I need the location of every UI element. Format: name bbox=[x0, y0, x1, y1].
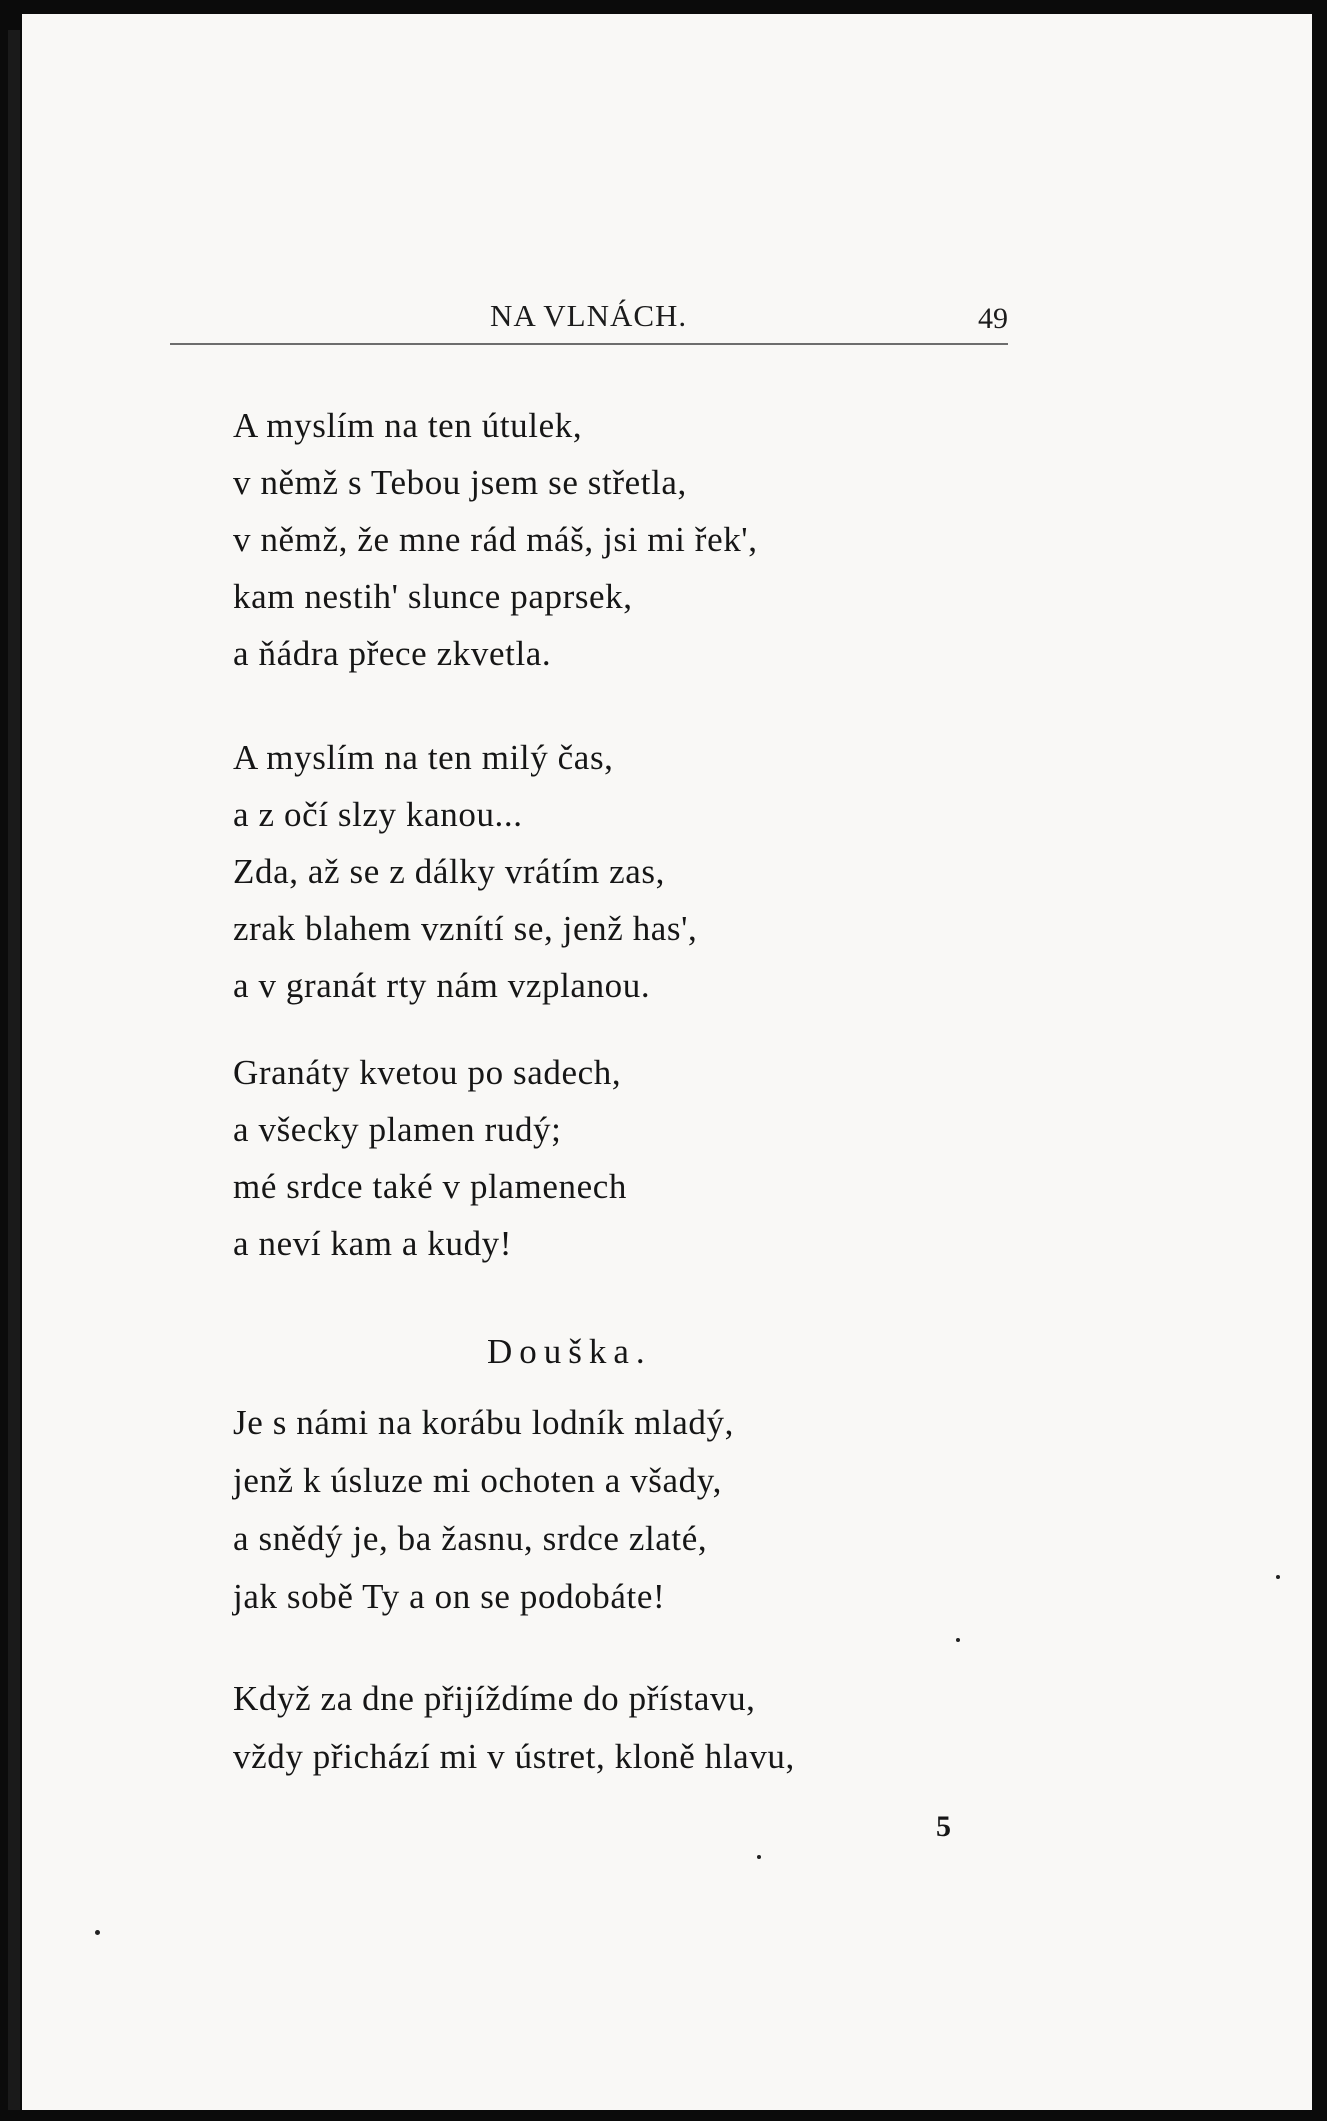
verse-line: vždy přichází mi v ústret, kloně hlavu, bbox=[233, 1737, 795, 1776]
verse-line: a snědý je, ba žasnu, srdce zlaté, bbox=[233, 1519, 708, 1558]
page-number: 49 bbox=[978, 302, 1008, 335]
verse-line: Granáty kvetou po sadech, bbox=[233, 1053, 622, 1092]
verse-line: Zda, až se z dálky vrátím zas, bbox=[233, 852, 665, 891]
verse-line: v němž, že mne rád máš, jsi mi řek', bbox=[233, 520, 758, 559]
paper-speck bbox=[956, 1638, 960, 1642]
verse-line: A myslím na ten milý čas, bbox=[233, 738, 614, 777]
verse-line: a všecky plamen rudý; bbox=[233, 1110, 562, 1149]
signature-mark: 5 bbox=[936, 1810, 951, 1843]
verse-line: v němž s Tebou jsem se střetla, bbox=[233, 463, 687, 502]
header-rule bbox=[170, 343, 1008, 345]
paper-speck bbox=[757, 1855, 761, 1859]
paper-speck bbox=[95, 1930, 100, 1935]
page-header bbox=[170, 298, 1008, 338]
paper-speck bbox=[1276, 1575, 1280, 1579]
verse-line: a ňádra přece zkvetla. bbox=[233, 634, 552, 673]
verse-line: zrak blahem vznítí se, jenž has', bbox=[233, 909, 698, 948]
verse-line: A myslím na ten útulek, bbox=[233, 406, 583, 445]
verse-line: a v granát rty nám vzplanou. bbox=[233, 966, 651, 1005]
verse-line: mé srdce také v plamenech bbox=[233, 1167, 627, 1206]
verse-line: kam nestih' slunce paprsek, bbox=[233, 577, 633, 616]
verse-line: jenž k úsluze mi ochoten a všady, bbox=[233, 1461, 722, 1500]
running-title: NA VLNÁCH. bbox=[490, 298, 688, 333]
verse-line: a neví kam a kudy! bbox=[233, 1224, 513, 1263]
verse-line: Když za dne přijíždíme do přístavu, bbox=[233, 1679, 756, 1718]
verse-line: jak sobě Ty a on se podobáte! bbox=[233, 1577, 666, 1616]
binding-edge bbox=[8, 30, 20, 2110]
verse-line: Je s námi na korábu lodník mladý, bbox=[233, 1403, 734, 1442]
verse-line: a z očí slzy kanou... bbox=[233, 795, 523, 834]
section-title: Douška. bbox=[487, 1332, 652, 1371]
